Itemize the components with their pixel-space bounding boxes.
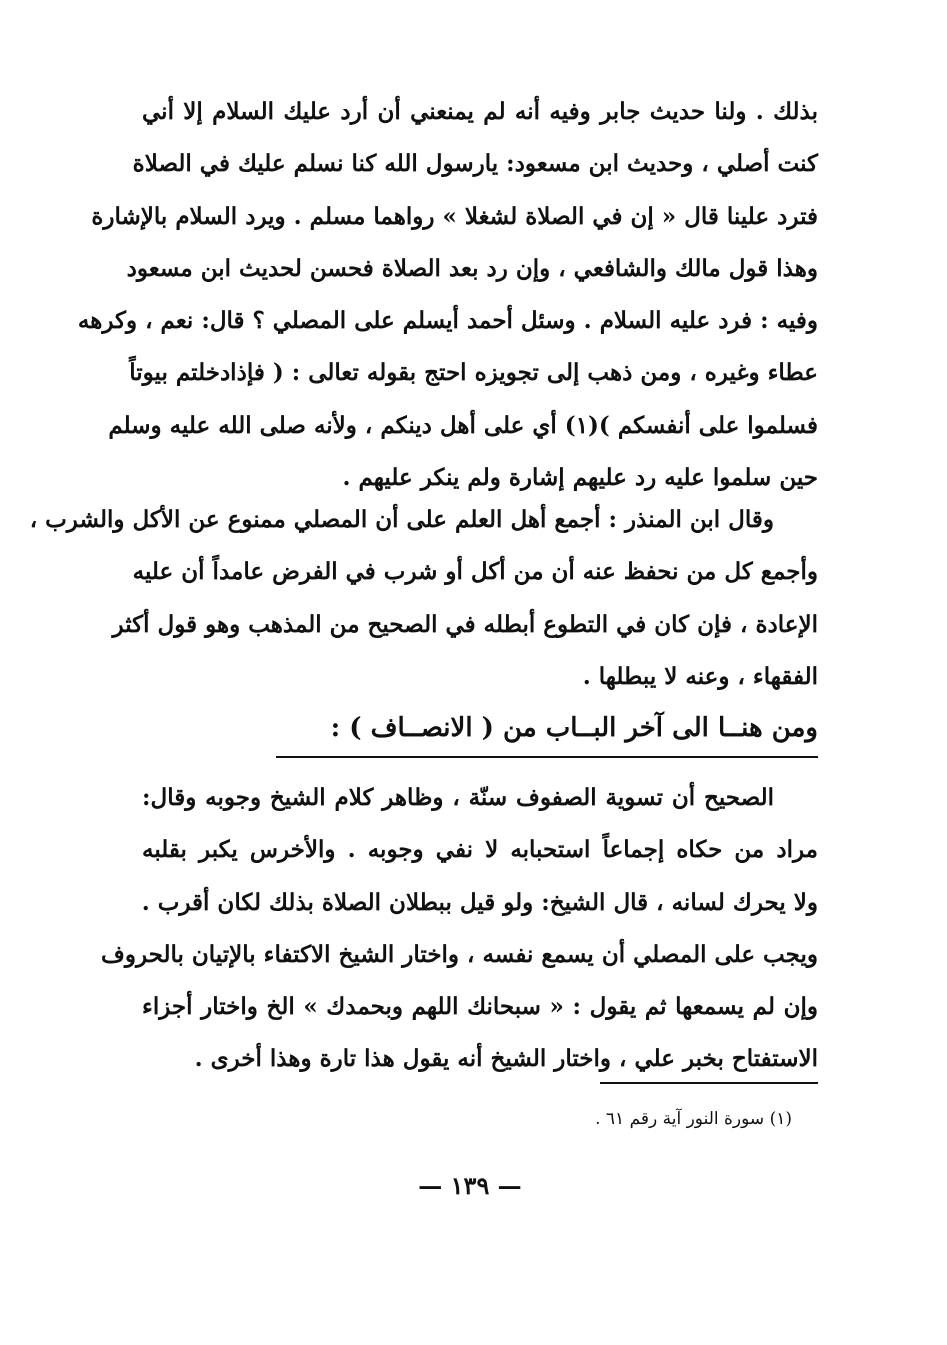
text-line: بذلك . ولنا حديث جابر وفيه أنه لم يمنعني أن أرد عليك السلام إلا أني xyxy=(142,98,818,125)
paragraph-2 xyxy=(29,494,818,703)
text-line: ولا يحرك لسانه ، قال الشيخ: ولو قيل ببطلان الصلاة بذلك لكان أقرب . xyxy=(141,888,818,916)
text-line: حين سلموا عليه رد عليهم إشارة ولم ينكر عليهم . xyxy=(342,464,818,492)
text-line: وأجمع كل من نحفظ عنه أن من أكل أو شرب في الفرض عامداً أن عليه xyxy=(132,558,818,586)
text-line: وقال ابن المنذر : أجمع أهل العلم على أن المصلي ممنوع عن الأكل والشرب ، xyxy=(29,506,774,533)
text-line: وهذا قول مالك والشافعي ، وإن رد بعد الصلاة فحسن لحديث ابن مسعود xyxy=(126,254,818,282)
text-line: الإعادة ، فإن كان في التطوع أبطله في الصحيح من المذهب وهو قول أكثر xyxy=(112,610,818,638)
text-line: كنت أصلي ، وحديث ابن مسعود: يارسول الله كنا نسلم عليك في الصلاة xyxy=(132,150,818,178)
text-line: عطاء وغيره ، ومن ذهب إلى تجويزه احتج بقوله تعالى : ( فإذادخلتم بيوتاً xyxy=(129,359,818,387)
text-line: ويجب على المصلي أن يسمع نفسه ، واختار الشيخ الاكتفاء بالإتيان بالحروف xyxy=(101,940,818,968)
text-line: فترد علينا قال « إن في الصلاة لشغلا » رواهما مسلم . ويرد السلام بالإشارة xyxy=(91,202,818,230)
text-line: الصحيح أن تسوية الصفوف سنّة ، وظاهر كلام الشيخ وجوبه وقال: xyxy=(142,784,774,811)
paragraph-3 xyxy=(101,772,818,1086)
page-number: — ١٣٩ — xyxy=(418,1171,522,1200)
text-line: فسلموا على أنفسكم )(١) أي على أهل دينكم ، ولأنه صلى الله عليه وسلم xyxy=(108,411,818,439)
text-line: الاستفتاح بخبر علي ، واختار الشيخ أنه يقول هذا تارة وهذا أخرى . xyxy=(194,1045,818,1073)
text-line: مراد من حكاه إجماعاً استحبابه لا نفي وجوبه . والأخرس يكبر بقلبه xyxy=(142,836,818,864)
text-line: وفيه : فرد عليه السلام . وسئل أحمد أيسلم على المصلي ؟ قال: نعم ، وكرهه xyxy=(77,307,818,335)
section-heading: ومن هنــا الى آخر البــاب من ( الانصــاف ) : xyxy=(276,700,818,758)
paragraph-1 xyxy=(77,86,818,504)
footnote: (١) سورة النور آية رقم ٦١ . xyxy=(595,1109,792,1129)
text-line: الفقهاء ، وعنه لا يبطلها . xyxy=(582,662,818,690)
footnote-divider xyxy=(600,1082,818,1084)
text-line: وإن لم يسمعها ثم يقول : « سبحانك اللهم وبحمدك » الخ واختار أجزاء xyxy=(142,993,818,1021)
